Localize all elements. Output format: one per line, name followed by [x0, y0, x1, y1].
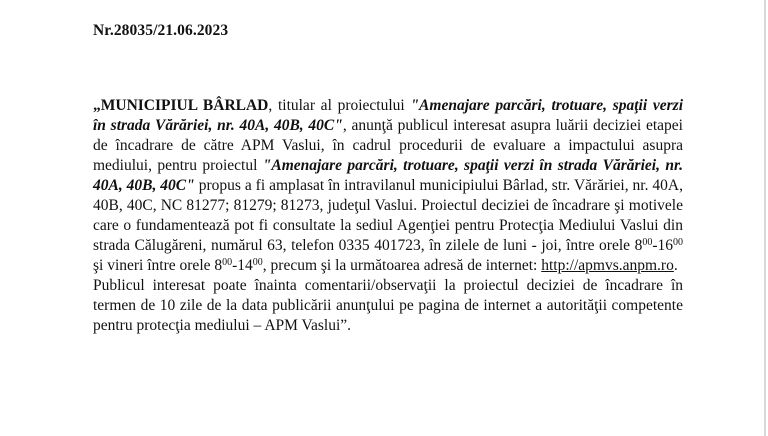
project-name: "Amenajare parcări, trotuare, spaţii verzi în strada Vărăriei, nr. 40A, 40B, 40C"	[93, 97, 683, 134]
text-segment: .	[673, 257, 678, 274]
project-name: "Amenajare parcări, trotuare, spaţii verzi în strada Vărăriei, nr. 40A, 40B, 40C"	[93, 157, 684, 194]
announcement-paragraph-1	[93, 96, 683, 276]
text-segment: şi vineri între orele 8	[93, 257, 223, 274]
applicant-name: „MUNICIPIUL BÂRLAD	[93, 97, 269, 114]
text-segment: -14	[232, 257, 253, 274]
text-segment: , precum şi la următoarea adresă de internet:	[262, 257, 542, 274]
announcement-body	[93, 96, 683, 336]
document-number: Nr.28035/21.06.2023	[93, 22, 229, 39]
hour-superscript: 00	[673, 237, 683, 248]
text-segment: -16	[652, 237, 673, 254]
website-link[interactable]: http://apmvs.anpm.ro	[541, 257, 674, 274]
hour-superscript: 00	[222, 257, 233, 268]
text-segment: , titular al proiectului	[268, 97, 411, 114]
announcement-paragraph-2: Publicul interesat poate înainta comentarii/observaţii la proiectul deciziei de încadrare în termen de 10 zile de la data publicării anunţului pe pagina de internet a autorităţii competente pentru protecţia mediului – APM Vaslui”.	[93, 277, 683, 334]
text-segment: , anunţă publicul interesat asupra luării deciziei etapei de încadrare de către APM Vaslui, în cadrul procedurii de evaluare a impactului asupra mediului, pentru proiectul	[93, 117, 683, 174]
hour-superscript: 00	[252, 257, 263, 268]
text-segment: propus a fi amplasat în intravilanul municipiului Bârlad, str. Vărăriei, nr. 40A, 40B, 40C, NC 81277; 81279; 81273, judeţul Vaslui. Proiectul deciziei de încadrare şi motivele care o fundamentează pot fi consultate la sediul Agenţiei pentru Protecţia Mediului Vaslui din strada Călugăreni, numărul 63, telefon 0335 401723, în zilele de luni - joi, între orele 8	[93, 177, 684, 254]
page-edge-divider	[764, 0, 766, 436]
hour-superscript: 00	[642, 237, 653, 248]
